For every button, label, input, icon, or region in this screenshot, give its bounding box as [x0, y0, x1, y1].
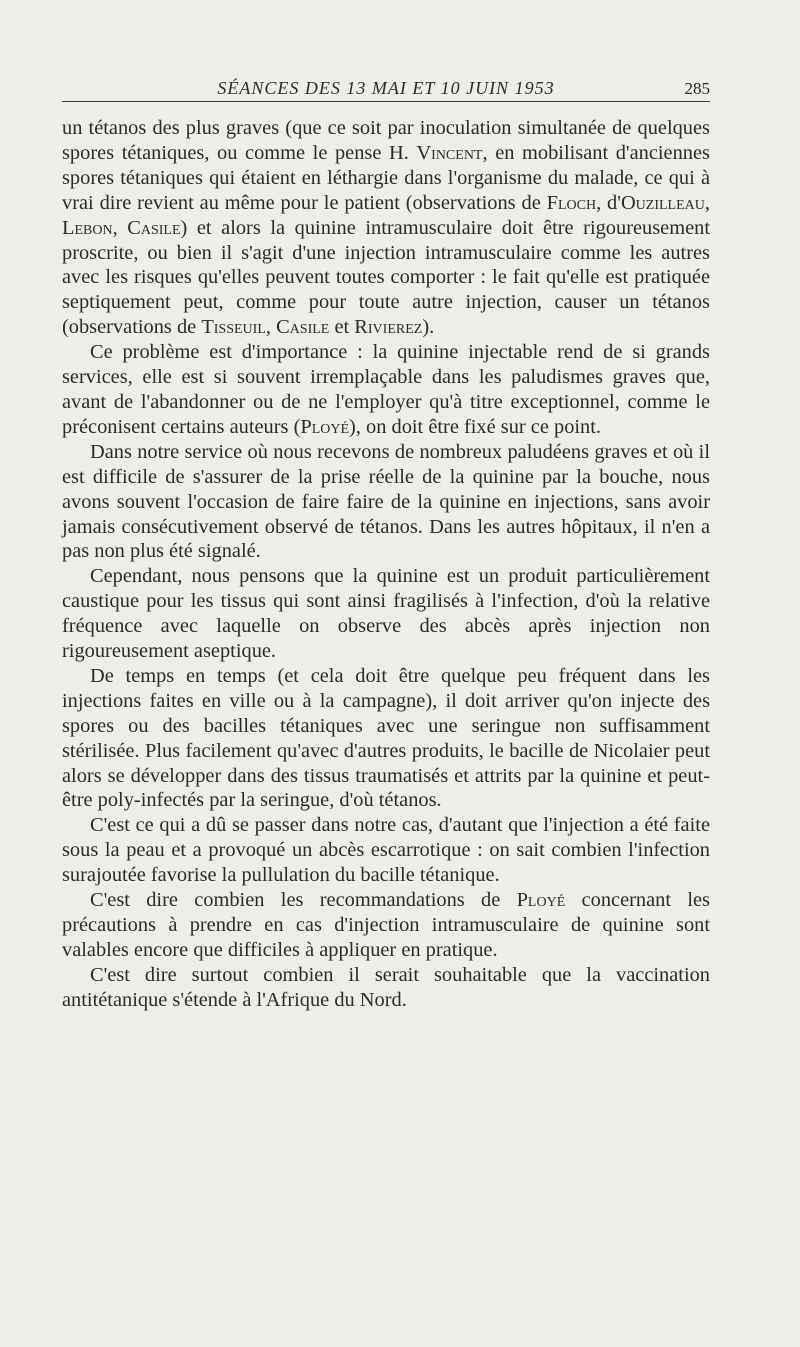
text-span: ,	[704, 191, 710, 214]
text-span: ,	[265, 316, 277, 339]
author-name: Floch	[546, 191, 597, 214]
text-span: ), on doit être fixé sur ce point.	[349, 415, 602, 438]
author-name: Lebon	[62, 216, 113, 239]
author-name: Casile	[127, 216, 181, 239]
page-number: 285	[684, 79, 710, 98]
text-span: ).	[422, 316, 435, 339]
author-name: Tisseuil	[201, 316, 266, 339]
text-span: concernant les précautions à prendre en cas d'injection intramusculaire de quinine sont valables encore que difficiles à appliquer en pratique.	[62, 889, 710, 961]
author-name: Casile	[276, 316, 330, 339]
author-name: Vincent	[416, 141, 483, 164]
paragraph-4: Cependant, nous pensons que la quinine est un produit particulièrement caustique pour les tissus qui sont ainsi fragilisés à l'infection, d'où la relative fréquence avec laquelle on observe des abcès après injection non rigoureusement aseptique.	[62, 565, 710, 663]
text-span: un tétanos des plus graves (que ce soit par inoculation simultanée de quelques spores tétaniques, ou comme le pense H.	[62, 117, 710, 164]
running-head: SÉANCES DES 13 MAI ET 10 JUIN 1953	[217, 78, 555, 98]
paragraph-7	[62, 888, 710, 963]
paragraph-8: C'est dire surtout combien il serait souhaitable que la vaccination antitétanique s'étende à l'Afrique du Nord.	[62, 963, 710, 1011]
paragraph-2	[62, 340, 710, 440]
paragraph-3: Dans notre service où nous recevons de nombreux paludéens graves et où il est difficile de s'assurer de la prise réelle de la quinine par la bouche, nous avons souvent l'occasion de faire faire de la quinine en injections, sans avoir jamais consécutivement observé de tétanos. Dans les autres hôpitaux, il n'en a pas non plus été signalé.	[62, 440, 710, 563]
page-header	[62, 78, 710, 102]
author-name: Rivierez	[354, 316, 423, 339]
author-name: Ployé	[516, 889, 566, 912]
text-span: ,	[112, 216, 128, 239]
paragraph-5: De temps en temps (et cela doit être quelque peu fréquent dans les injections faites en ville ou à la campagne), il doit arriver qu'on injecte des spores ou des bacilles tétaniques avec une seringue non suffisamment stérilisée. Plus facilement qu'avec d'autres produits, le bacille de Nicolaier peut alors se développer dans des tissus traumatisés et attrits par la quinine et peut-être poly-infectés par la seringue, d'où tétanos.	[62, 664, 710, 812]
header-rule	[62, 101, 710, 102]
text-span: C'est dire combien les recommandations de	[90, 889, 517, 912]
text-span: , d'	[596, 191, 621, 214]
text-span: et	[329, 316, 355, 339]
author-name: Ployé	[300, 415, 350, 438]
paragraph-6: C'est ce qui a dû se passer dans notre cas, d'autant que l'injection a été faite sous la peau et a provoqué un abcès escarrotique : on sait combien l'infection surajoutée favorise la pullulation du bacille tétanique.	[62, 814, 710, 887]
text-span: ) et alors la quinine intramusculaire doit être rigoureusement proscrite, ou bien il s'agit d'une injection intramusculaire comme les autres avec les risques qu'elles peuvent toutes comporter : le fait qu'elle est pratiquée septiquement peut, comme pour toute autre injection, causer un tétanos (observations de	[62, 216, 710, 339]
author-name: Ouzilleau	[620, 191, 705, 214]
text-span: , en mobilisant d'anciennes spores tétaniques qui étaient en léthargie dans l'organisme du malade, ce qui à vrai dire revient au même pour le patient (observations de	[62, 141, 710, 214]
body-text	[62, 116, 710, 1013]
text-span: Ce problème est d'importance : la quinine injectable rend de si grands services, elle est si souvent irremplaçable dans les paludismes graves que, avant de l'abandonner ou de ne l'employer qu'à titre exceptionnel, comme le préconisent certains auteurs (	[62, 341, 710, 438]
paragraph-1	[62, 116, 710, 340]
